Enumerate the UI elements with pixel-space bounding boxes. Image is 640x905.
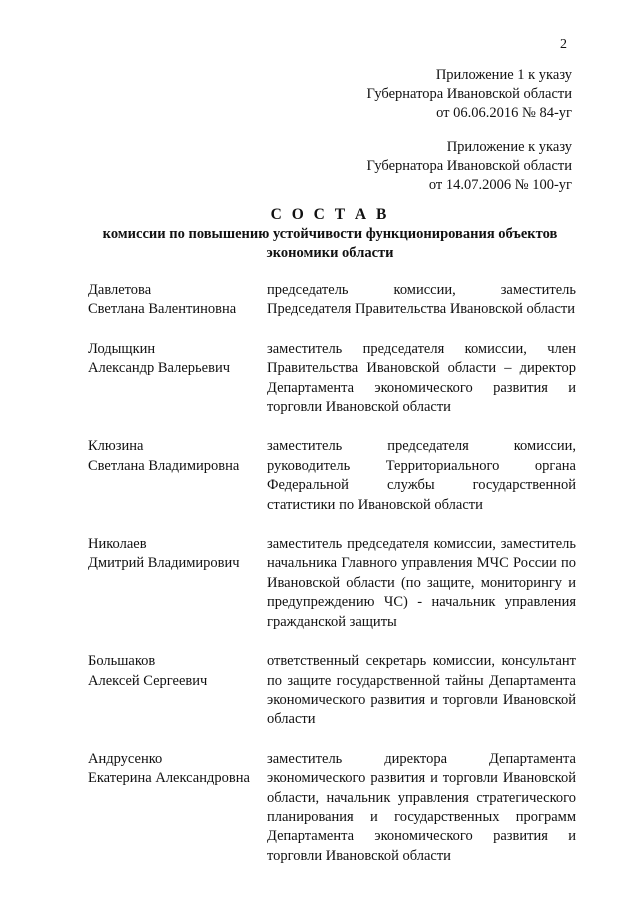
appendix-line: Губернатора Ивановской области — [366, 158, 572, 174]
member-given-names: Екатерина Александровна — [88, 770, 250, 787]
member-entry — [88, 535, 576, 632]
member-given-names: Светлана Владимировна — [88, 457, 240, 474]
member-name — [88, 340, 267, 418]
member-given-names: Алексей Сергеевич — [88, 672, 208, 689]
appendix-line: Губернатора Ивановской области — [366, 86, 572, 102]
member-surname: Андрусенко — [88, 750, 163, 767]
member-name — [88, 437, 267, 515]
member-given-names: Светлана Валентиновна — [88, 301, 237, 318]
member-role: заместитель директора Департамента экономического развития и торговли Ивановской области, начальник управления стратегического планирования и государственных программ Департамента экономического развития и торговли Ивановской области — [267, 750, 576, 864]
member-role: заместитель председателя комиссии, руководитель Территориального органа Федеральной службы государственной статистики по Ивановской области — [267, 438, 576, 513]
title-main: С О С Т А В — [270, 206, 390, 223]
document-title — [60, 205, 600, 263]
member-name — [88, 750, 267, 866]
member-surname: Большаков — [88, 653, 156, 670]
member-entry — [88, 652, 576, 730]
member-surname: Клюзина — [88, 438, 144, 455]
title-subtitle-line: комиссии по повышению устойчивости функционирования объектов — [102, 226, 558, 242]
member-role: ответственный секретарь комиссии, консультант по защите государственной тайны Департамента экономического развития и торговли Ивановской области — [267, 653, 576, 728]
member-name — [88, 281, 267, 320]
members-list — [88, 281, 576, 886]
member-name — [88, 652, 267, 730]
member-surname: Давлетова — [88, 282, 152, 298]
member-entry — [88, 437, 576, 515]
appendix-note-2 — [367, 138, 572, 195]
page-number: 2 — [560, 37, 567, 52]
appendix-line: Приложение 1 к указу — [435, 67, 572, 83]
member-entry — [88, 340, 576, 418]
member-given-names: Александр Валерьевич — [88, 360, 230, 377]
member-role: заместитель председателя комиссии, заместитель начальника Главного управления МЧС России по Ивановской области (по защите, мониторингу и предупреждению ЧС) - начальник управления гражданской защиты — [267, 536, 576, 630]
appendix-note-1 — [367, 66, 572, 123]
member-given-names: Дмитрий Владимирович — [88, 555, 240, 572]
member-role: председатель комиссии, заместитель Председателя Правительства Ивановской области — [267, 282, 576, 318]
appendix-line: Приложение к указу — [446, 139, 572, 155]
appendix-line: от 06.06.2016 № 84-уг — [436, 105, 572, 121]
member-entry — [88, 750, 576, 866]
member-role: заместитель председателя комиссии, член Правительства Ивановской области – директор Департамента экономического развития и торговли Ивановской области — [267, 340, 576, 416]
member-surname: Лодыщкин — [88, 340, 156, 357]
appendix-line: от 14.07.2006 № 100-уг — [428, 177, 572, 193]
member-entry — [88, 281, 576, 320]
title-subtitle-line: экономики области — [266, 245, 394, 261]
member-surname: Николаев — [88, 536, 147, 553]
member-name — [88, 535, 267, 632]
